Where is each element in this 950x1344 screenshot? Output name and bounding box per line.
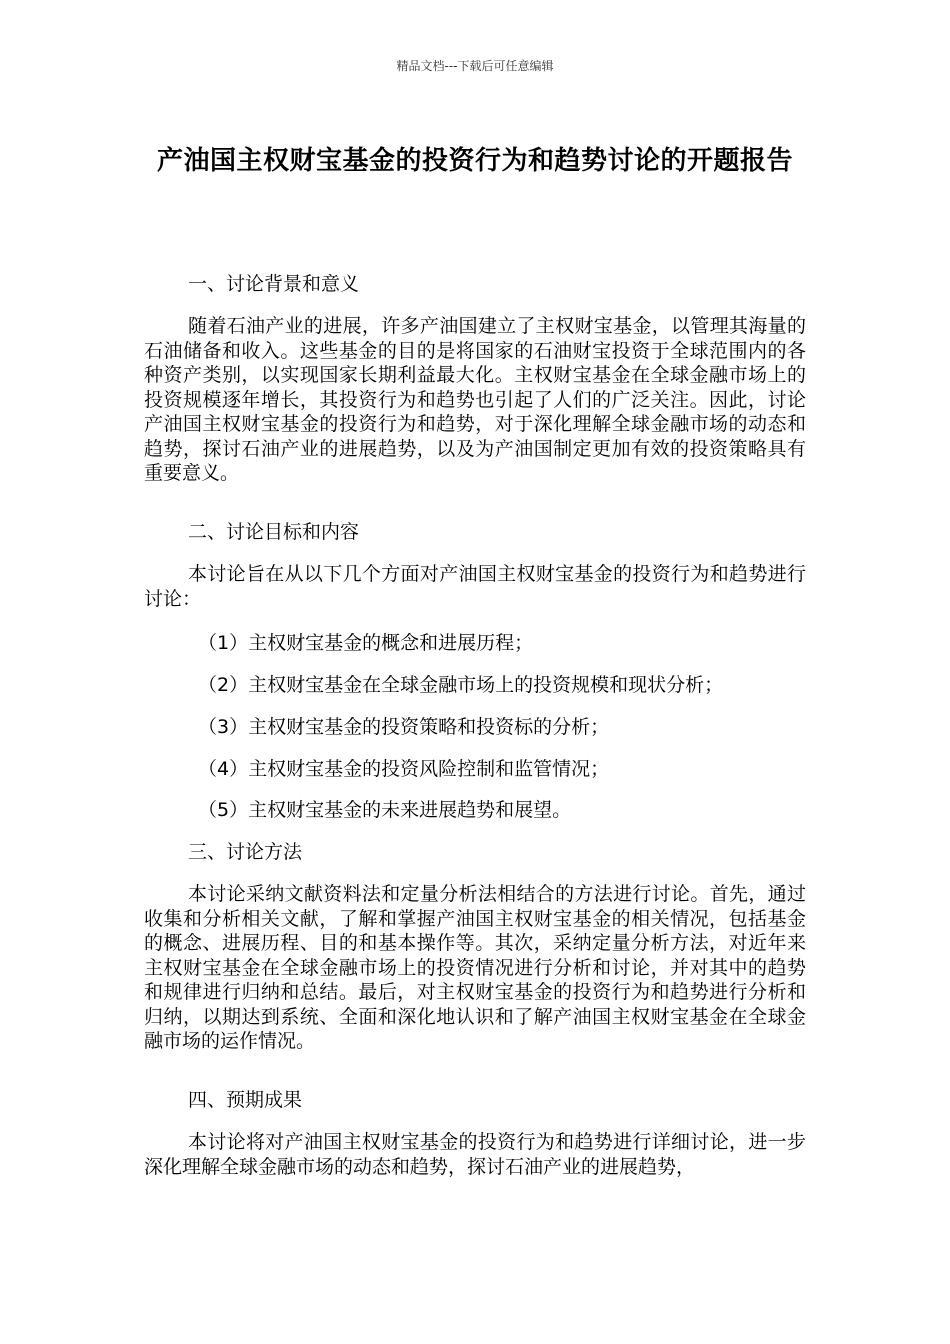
section-paragraph-methods: 本讨论采纳文献资料法和定量分析法相结合的方法进行讨论。首先，通过收集和分析相关文献，了解和掌握产油国主权财宝基金的相关情况，包括基金的概念、进展历程、目的和基本操作等。其次，采纳定量分析方法，对近年来主权财宝基金在全球金融市场上的投资情况进行分析和讨论，并对其中的趋势和规律进行归纳和总结。最后，对主权财宝基金的投资行为和趋势进行分析和归纳，以期达到系统、全面和深化地认识和了解产油国主权财宝基金在全球金融市场的运作情况。 [144,883,806,1052]
header-note: 精品文档---下载后可任意编辑 [396,59,554,73]
section-heading-outcomes: 四、预期成果 [188,1089,303,1111]
objective-item-5: （5）主权财宝基金的未来进展趋势和展望。 [198,799,572,821]
objective-item-3: （3）主权财宝基金的投资策略和投资标的分析； [198,716,610,738]
objective-item-2: （2）主权财宝基金在全球金融市场上的投资规模和现状分析； [198,674,724,696]
document-title: 产油国主权财宝基金的投资行为和趋势讨论的开题报告 [156,146,793,176]
section-paragraph-outcomes: 本讨论将对产油国主权财宝基金的投资行为和趋势进行详细讨论，进一步深化理解全球金融市场的动态和趋势，探讨石油产业的进展趋势， [144,1131,806,1178]
section-heading-background: 一、讨论背景和意义 [188,273,360,295]
section-paragraph-background: 随着石油产业的进展，许多产油国建立了主权财宝基金，以管理其海量的石油储备和收入。这些基金的目的是将国家的石油财宝投资于全球范围内的各种资产类别，以实现国家长期利益最大化。主权财宝基金在全球金融市场上的投资规模逐年增长，其投资行为和趋势也引起了人们的广泛关注。因此，讨论产油国主权财宝基金的投资行为和趋势，对于深化理解全球金融市场的动态和趋势，探讨石油产业的进展趋势，以及为产油国制定更加有效的投资策略具有重要意义。 [144,315,806,484]
section-heading-objectives: 二、讨论目标和内容 [188,521,360,543]
objective-item-1: （1）主权财宝基金的概念和进展历程； [198,632,534,654]
objective-item-4: （4）主权财宝基金的投资风险控制和监管情况； [198,758,610,780]
section-paragraph-objectives: 本讨论旨在从以下几个方面对产油国主权财宝基金的投资行为和趋势进行讨论： [144,563,806,610]
section-heading-methods: 三、讨论方法 [188,841,303,863]
